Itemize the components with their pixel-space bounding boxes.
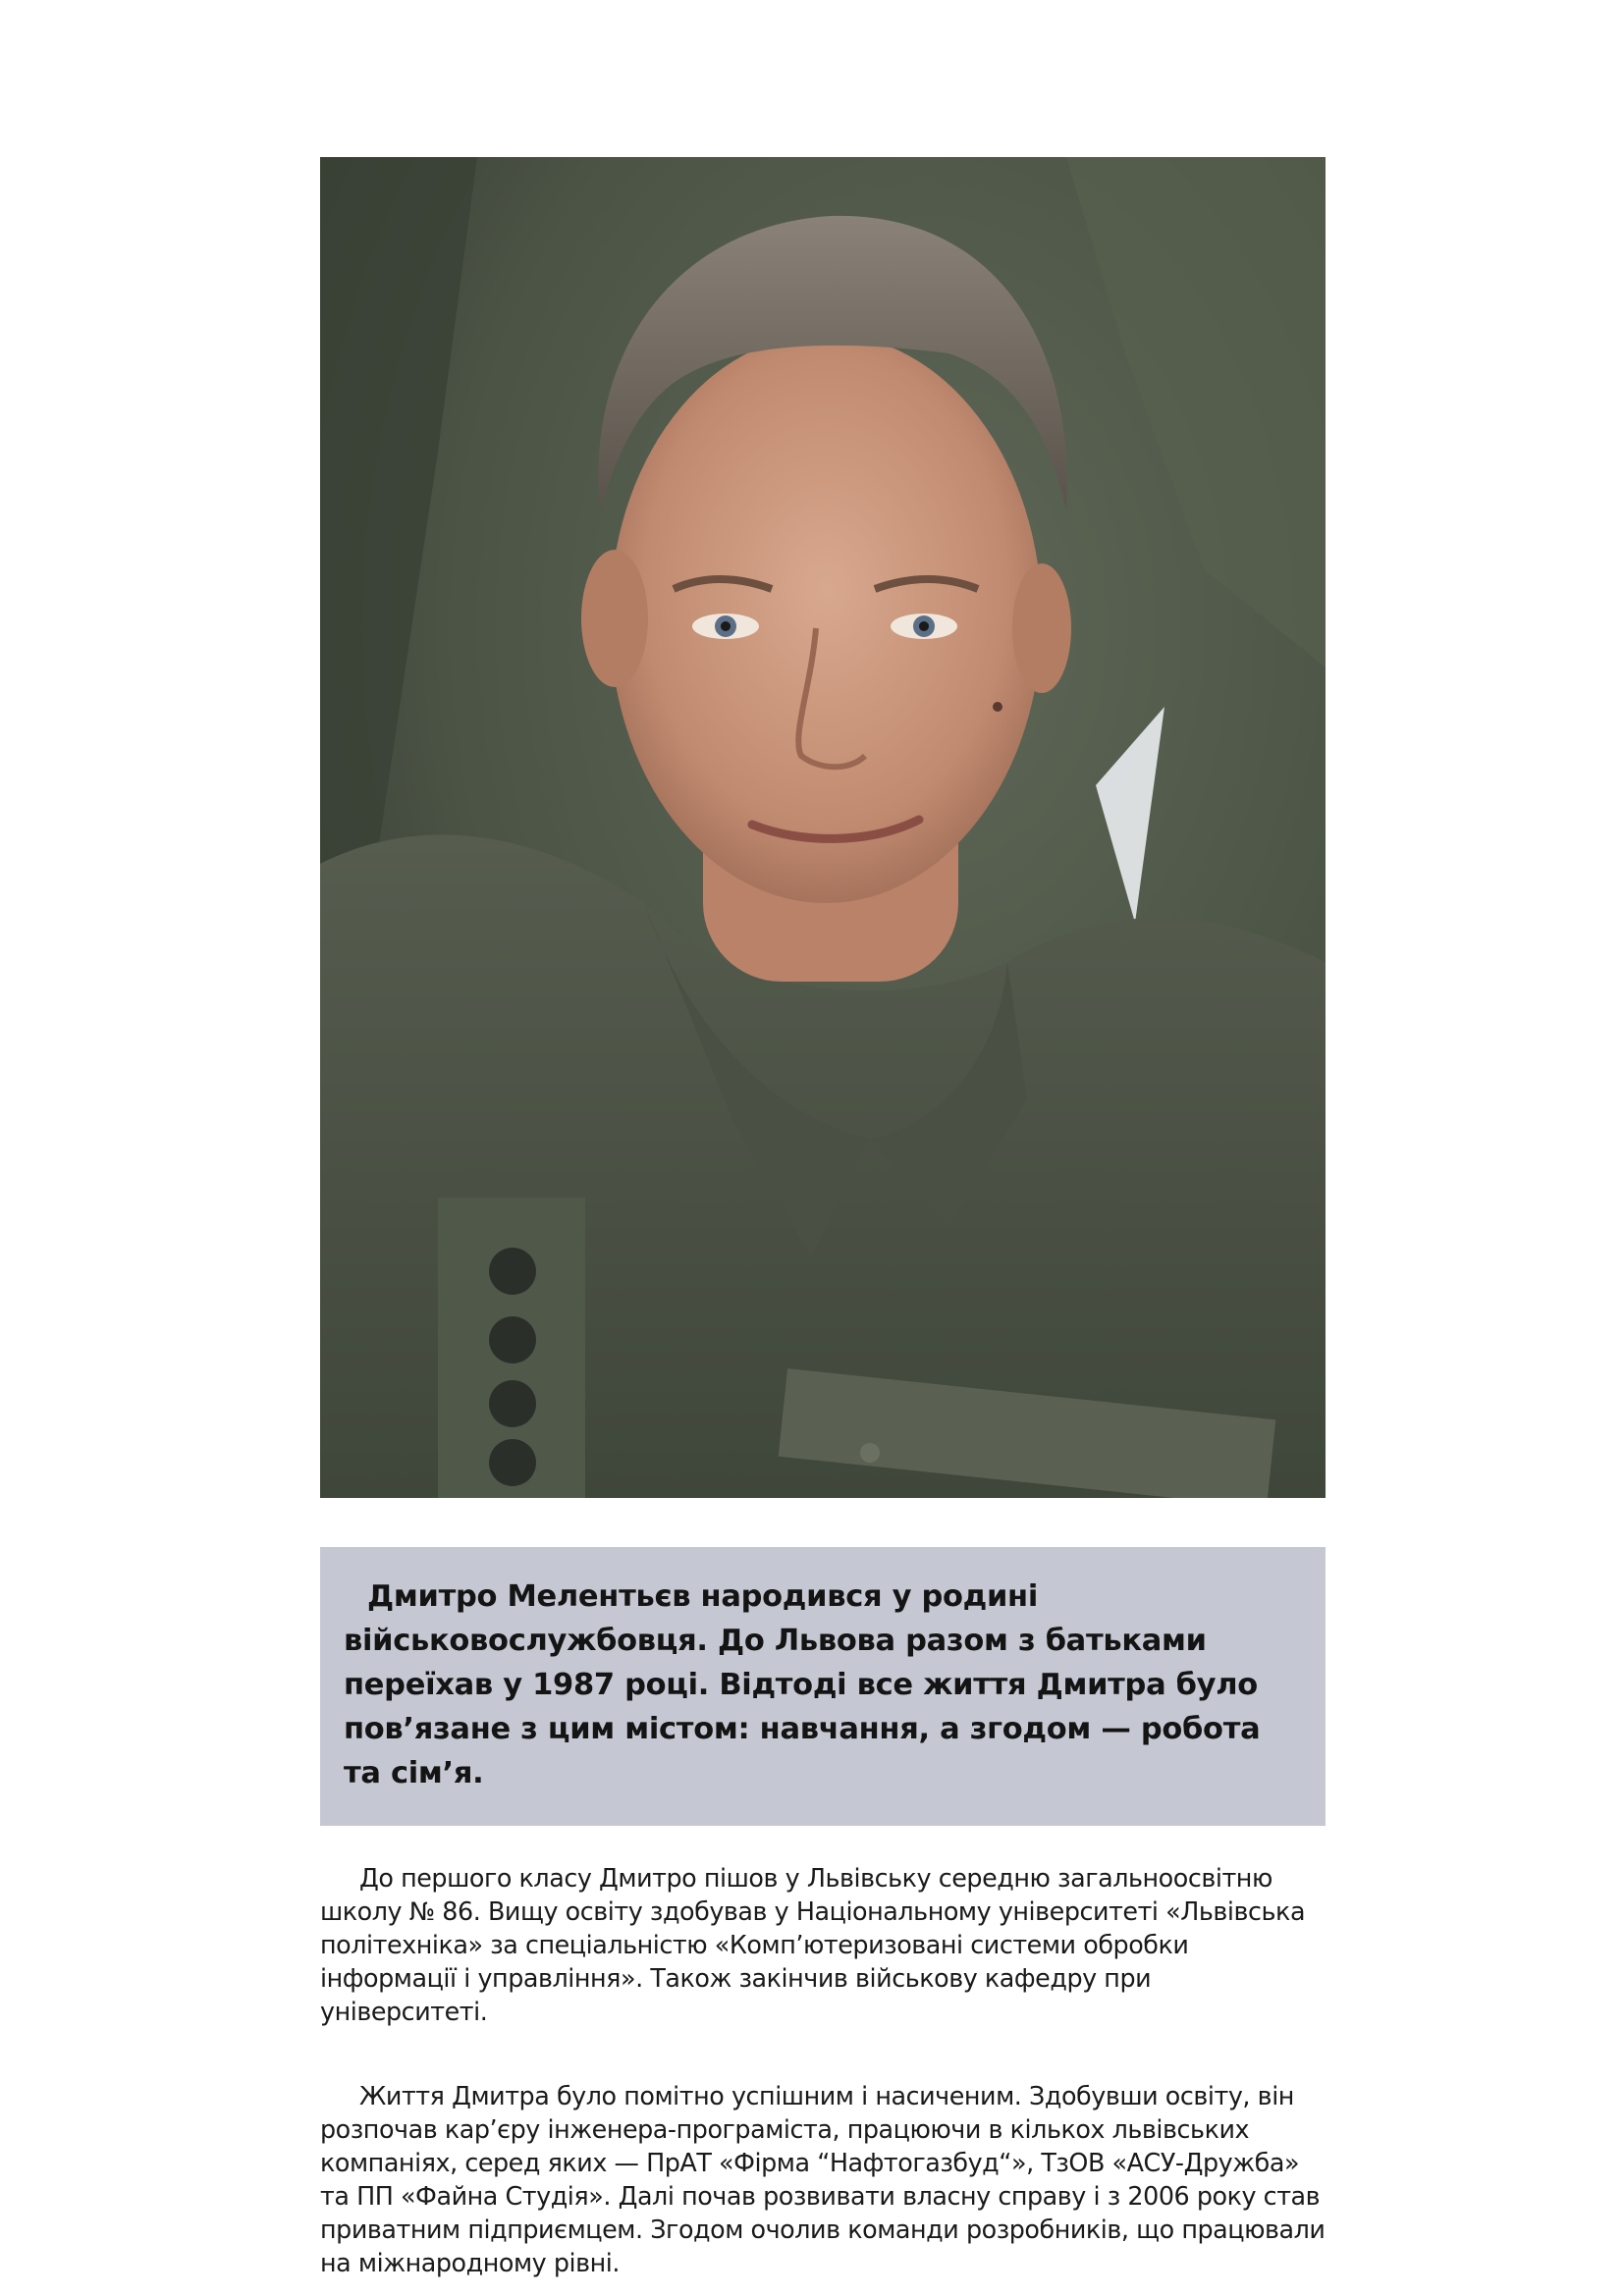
highlight-text: Дмитро Мелентьєв народився у родині військовослужбовця. До Львова разом з батьками переїхав у 1987 році. Відтоді все життя Дмитра було пов’язане з цим містом: навчання, а згодом — робота та сім’я. (344, 1579, 1261, 1790)
portrait-icon (320, 157, 1326, 1498)
highlight-box (320, 1547, 1326, 1826)
portrait-photo (320, 157, 1326, 1498)
body-paragraph: Життя Дмитра було помітно успішним і насиченим. Здобувши освіту, він розпочав кар’єру інженера-програміста, працюючи в кількох львівських компаніях, серед яких — ПрАТ «Фірма “Нафтогазбуд“», ТзОВ «АСУ-Дружба» та ПП «Файна Студія». Далі почав розвивати власну справу і з 2006 року став приватним підприємцем. Згодом очолив команди розробників, що працювали на міжнародному рівні. (320, 2081, 1326, 2277)
body-paragraph: До першого класу Дмитро пішов у Львівську середню загальноосвітню школу № 86. Вищу освіту здобував у Національному університеті «Львівська політехніка» за спеціальністю «Комп’ютеризовані системи обробки інформації і управління». Також закінчив військову кафедру при університеті. (320, 1863, 1306, 2026)
